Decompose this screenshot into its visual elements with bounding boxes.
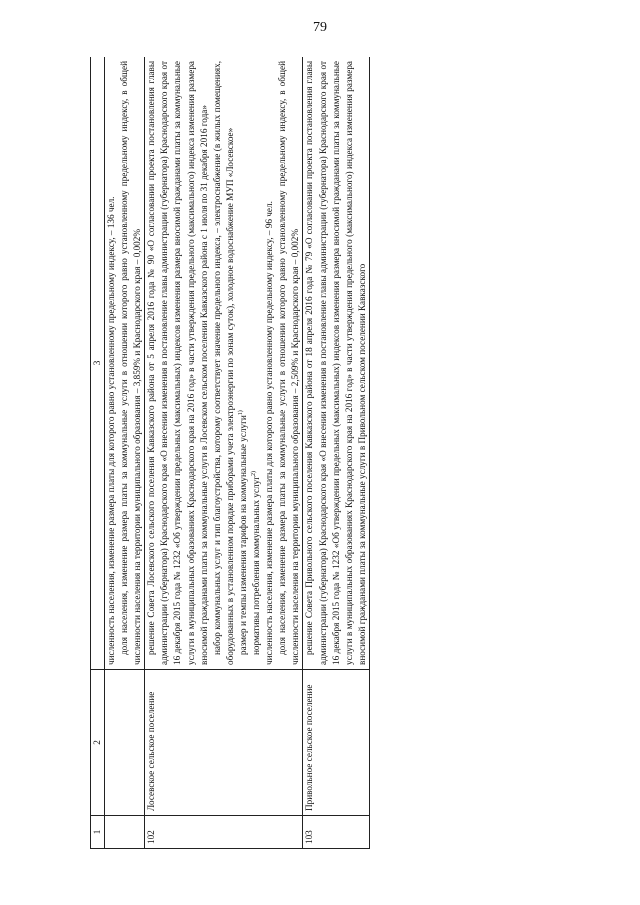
paragraph-text: размер и темпы изменения тарифов на коммунальные услуги bbox=[237, 415, 248, 655]
paragraph-text: нормативы потребления коммунальных услуг bbox=[251, 475, 262, 655]
paragraph-text: набор коммунальных услуг и тип благоустройства, которому соответствует значение предельного индекса, – электроснабжение (в жилых помещениях, оборудованных в установленном порядке приборами учета электроэнергии по зонам суток), холодное водоснабжение МУП «Лосевское» bbox=[211, 61, 235, 665]
row-name-cell bbox=[105, 670, 145, 816]
row-name-cell: Привольное сельское поселение bbox=[303, 670, 369, 816]
document-table bbox=[90, 57, 370, 849]
header-col-1: 1 bbox=[91, 816, 105, 849]
paragraph bbox=[276, 61, 302, 665]
paragraph bbox=[118, 61, 144, 665]
paragraph-text: доля населения, изменение размера платы за коммунальные услуги в отношении которого равно установленному предельному индексу, в общей численности населения на территории муниципального образования – 2,509% и Краснодарского края – 0,002% bbox=[277, 61, 301, 665]
paragraph bbox=[145, 61, 210, 665]
header-col-3: 3 bbox=[91, 57, 105, 670]
row-text-cell bbox=[145, 57, 303, 670]
table-row bbox=[303, 57, 369, 849]
paragraph bbox=[303, 61, 368, 665]
paragraph-text: решение Совета Лосевского сельского поселения Кавказского района от 5 апреля 2016 года № 90 «О согласовании проекта постановления главы администрации (губернатора) Краснодарского края «О внесении изменения в постановление главы администрации (губернатора) Краснодарского края от 16 декабря 2015 года № 1232 «Об утверждении предельных (максимальных) индексов изменения размера вносимой гражданами платы за коммунальные услуги в муниципальных образованиях Краснодарского края на 2016 год» в части утверждения предельного (максимального) индекса изменения размера вносимой гражданами платы за коммунальные услуги в Лосевском сельском поселении Кавказского района с 1 июля по 31 декабря 2016 года» bbox=[146, 61, 209, 665]
row-number-cell bbox=[105, 816, 145, 849]
rotated-content bbox=[90, 57, 609, 849]
paragraph-text: численность населения, изменение размера платы для которого равно установленному предельному индексу, – 136 чел. bbox=[106, 196, 116, 665]
paragraph bbox=[263, 61, 276, 665]
footnote-marker: 2) bbox=[250, 470, 257, 476]
row-text-cell bbox=[105, 57, 145, 670]
table-row-continuation bbox=[105, 57, 145, 849]
footnote-marker: 1) bbox=[237, 410, 244, 416]
paragraph-text: доля населения, изменение размера платы за коммунальные услуги в отношении которого равно установленному предельному индексу, в общей численности населения на территории муниципального образования – 3,859% и Краснодарского края – 0,002% bbox=[119, 61, 143, 665]
paragraph bbox=[211, 61, 237, 665]
row-number-cell: 103 bbox=[303, 816, 369, 849]
page-number: 79 bbox=[313, 20, 327, 35]
paragraph bbox=[237, 61, 250, 665]
table-header-row bbox=[91, 57, 105, 849]
paragraph bbox=[105, 61, 118, 665]
paragraph bbox=[250, 61, 263, 665]
row-number-cell: 102 bbox=[145, 816, 303, 849]
row-text-cell bbox=[303, 57, 369, 670]
row-name-cell: Лосевское сельское поселение bbox=[145, 670, 303, 816]
paragraph-text: численность населения, изменение размера платы для которого равно установленному предельному индексу, – 96 чел. bbox=[264, 201, 275, 665]
header-col-2: 2 bbox=[91, 670, 105, 816]
paragraph-text: решение Совета Привольного сельского поселения Кавказского района от 18 апреля 2016 года № 79 «О согласовании проекта постановления главы администрации (губернатора) Краснодарского края «О внесении изменения в постановление главы администрации (губернатора) Краснодарского края от 16 декабря 2015 года № 1232 «Об утверждении предельных (максимальных) индексов изменения размера вносимой гражданами платы за коммунальные услуги в муниципальных образованиях Краснодарского края на 2016 год» в части утверждения предельного (максимального) индекса изменения размера вносимой гражданами платы за коммунальные услуги в Привольном сельском поселении Кавказского bbox=[304, 61, 367, 665]
rotated-sheet bbox=[90, 57, 609, 849]
table-row bbox=[145, 57, 303, 849]
